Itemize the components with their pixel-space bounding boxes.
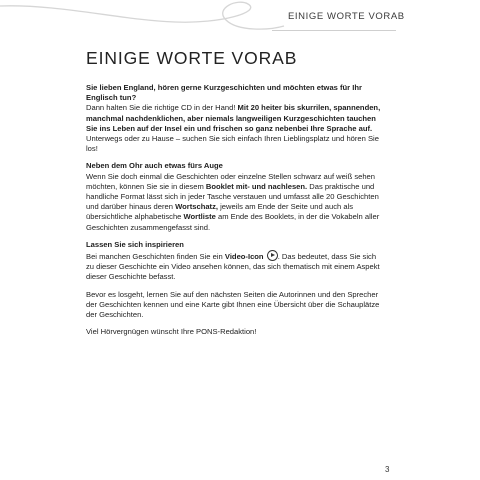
closing-paragraph: Viel Hörvergnügen wünscht Ihre PONS-Redaktion! [86, 327, 257, 337]
video-play-icon [267, 250, 278, 261]
booklet-bold-3: Wortliste [183, 212, 216, 222]
booklet-text-2: Das praktische und handliche Format lässt sich in jeder Tasche verstauen und umfasst alle 20 Geschichten und darüber hinaus deren [86, 181, 379, 212]
inspiration-paragraph [86, 250, 382, 283]
booklet-text-3: jeweils am Ende der Seite und auch als übersichtliche alphabetische [86, 202, 354, 222]
overview-section [86, 290, 382, 321]
inspiration-bold-1: Video-Icon [224, 252, 264, 262]
inspiration-section [86, 240, 382, 283]
intro-text-2: Unterwegs oder zu Hause – suchen Sie sich einfach Ihren Lieblingsplatz und hören Sie los! [86, 134, 379, 154]
booklet-text-4: am Ende des Booklets, in der die Vokabeln aller Geschichten zusammengefasst sind. [86, 212, 380, 232]
running-header: EINIGE WORTE VORAB [288, 11, 405, 22]
intro-section [86, 83, 382, 154]
body-text [86, 83, 382, 344]
inspiration-heading: Lassen Sie sich inspirieren [86, 239, 184, 249]
booklet-section [86, 161, 382, 232]
booklet-paragraph [86, 172, 382, 233]
booklet-text-1: Wenn Sie doch einmal die Geschichten oder einzelne Stellen schwarz auf weiß sehen möchten, können Sie sie in diesem [86, 171, 376, 191]
intro-bold-1: Mit 20 heiter bis skurrilen, spannenden, manchmal nachdenklichen, aber niemals langweiligen Kurzgeschichten tauchen Sie ins Leben auf der Insel ein und frischen so ganz nebenbei Ihre Sprache auf. [86, 103, 381, 133]
intro-lead: Sie lieben England, hören gerne Kurzgeschichten und möchten etwas für Ihr Englisch tun? [86, 83, 362, 103]
intro-paragraph [86, 103, 382, 154]
page-title: EINIGE WORTE VORAB [86, 48, 298, 68]
page-number: 3 [385, 465, 390, 474]
header-divider [272, 30, 396, 31]
intro-text-1: Dann halten Sie die richtige CD in der Hand! [86, 103, 238, 113]
booklet-heading: Neben dem Ohr auch etwas fürs Auge [86, 161, 223, 171]
inspiration-text-1: Bei manchen Geschichten finden Sie ein [86, 252, 225, 262]
overview-paragraph: Bevor es losgeht, lernen Sie auf den nächsten Seiten die Autorinnen und den Sprecher der Geschichten kennen und eine Karte gibt Ihnen eine Übersicht über die Schauplätze der Geschichten. [86, 289, 380, 320]
inspiration-text-2: . Das bedeutet, dass Sie sich zu dieser Geschichte ein Video ansehen können, das sich thematisch mit einem Aspekt dieser Geschichte befasst. [86, 252, 380, 282]
booklet-bold-2: Wortschatz, [175, 202, 218, 212]
closing-section [86, 327, 382, 337]
booklet-bold-1: Booklet mit- und nachlesen. [205, 181, 308, 191]
